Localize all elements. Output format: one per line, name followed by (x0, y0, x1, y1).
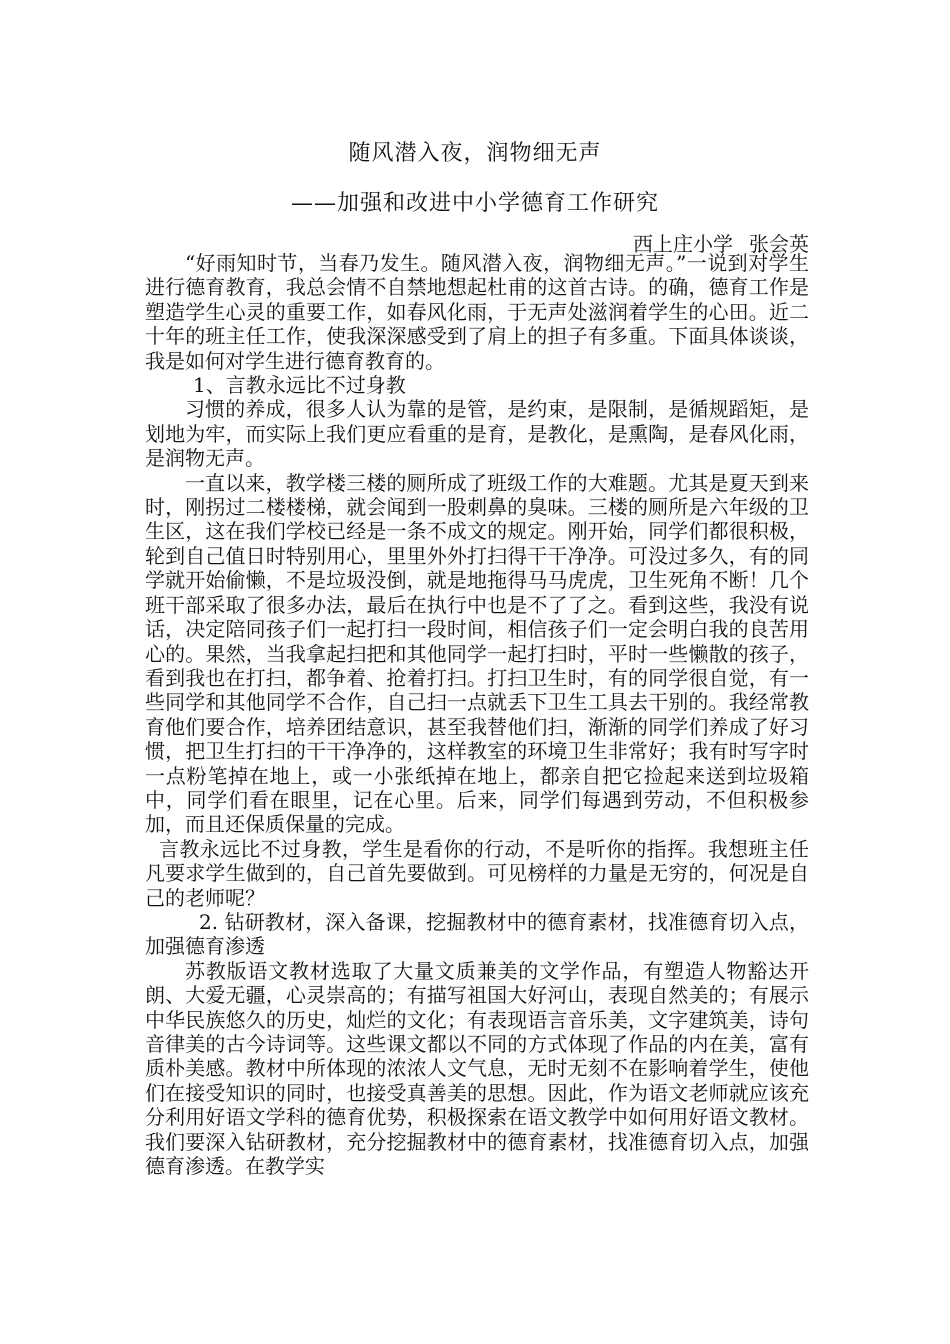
document-title: 随风潜入夜，润物细无声 (348, 141, 602, 166)
paragraph-textbook: 苏教版语文教材选取了大量文质兼美的文学作品，有塑造人物豁达开朗、大爱无疆，心灵崇高的；有描写祖国大好河山，表现自然美的；有展示中华民族悠久的历史，灿烂的文化；有表现语言音乐美，文字建筑美，诗句音律美的古今诗词等。这些课文都以不同的方式体现了作品的内在美，富有质朴美感。教材中所体现的浓浓人文气息，无时无刻不在影响着学生，使他们在接受知识的同时，也接受真善美的思想。因此，作为语文老师就应该充分利用好语文学科的德育优势，积极探索在语文教学中如何用好语文教材。我们要深入钻研教材，充分挖掘教材中的德育素材，找准德育切入点，加强德育渗透。在教学实 (145, 958, 809, 1179)
document-body (145, 251, 809, 1178)
author-school: 西上庄小学 (633, 232, 733, 256)
document-subtitle: ——加强和改进中小学德育工作研究 (290, 191, 659, 216)
paragraph-toilet-story: 一直以来，教学楼三楼的厕所成了班级工作的大难题。尤其是夏天到来时，刚拐过二楼楼梯，就会闻到一股刺鼻的臭味。三楼的厕所是六年级的卫生区，这在我们学校已经是一条不成文的规定。刚开始，同学们都很积极，轮到自己值日时特别用心，里里外外打扫得干干净净。可没过多久，有的同学就开始偷懒，不是垃圾没倒，就是地拖得马马虎虎，卫生死角不断！几个班干部采取了很多办法，最后在执行中也是不了了之。看到这些，我没有说话，决定陪同孩子们一起打扫一段时间，相信孩子们一定会明白我的良苦用心的。果然，当我拿起扫把和其他同学一起打扫时，平时一些懒散的孩子，看到我也在打扫，都争着、抢着打扫。打扫卫生时，有的同学很自觉，有一些同学和其他同学不合作，自己扫一点就丢下卫生工具去干别的。我经常教育他们要合作，培养团结意识，甚至我替他们扫，渐渐的同学们养成了好习惯，把卫生打扫的干干净净的，这样教室的环境卫生非常好；我有时写字时一点粉笔掉在地上，或一小张纸掉在地上，都亲自把它捡起来送到垃圾箱中，同学们看在眼里，记在心里。后来，同学们每遇到劳动，不但积极参加，而且还保质保量的完成。 (145, 470, 809, 837)
section-heading-2: 2. 钻研教材，深入备课，挖掘教材中的德育素材，找准德育切入点，加强德育渗透 (145, 909, 809, 959)
paragraph-habits: 习惯的养成，很多人认为靠的是管，是约束，是限制，是循规蹈矩，是划地为牢，而实际上我们更应看重的是育，是教化，是熏陶，是春风化雨，是润物无声。 (145, 397, 809, 471)
paragraph-example: 言教永远比不过身教，学生是看你的行动，不是听你的指挥。我想班主任凡要求学生做到的，自己首先要做到。可见榜样的力量是无穷的，何况是自己的老师呢？ (145, 836, 809, 910)
section-heading-1: 1、言教永远比不过身教 (193, 373, 406, 398)
author-name: 张会英 (749, 232, 809, 256)
paragraph-intro: “好雨知时节，当春乃发生。随风潜入夜，润物细无声。”一说到对学生进行德育教育，我总会情不自禁地想起杜甫的这首古诗。的确，德育工作是塑造学生心灵的重要工作，如春风化雨，于无声处滋润着学生的心田。近二十年的班主任工作，使我深深感受到了肩上的担子有多重。下面具体谈谈，我是如何对学生进行德育教育的。 (145, 251, 809, 373)
